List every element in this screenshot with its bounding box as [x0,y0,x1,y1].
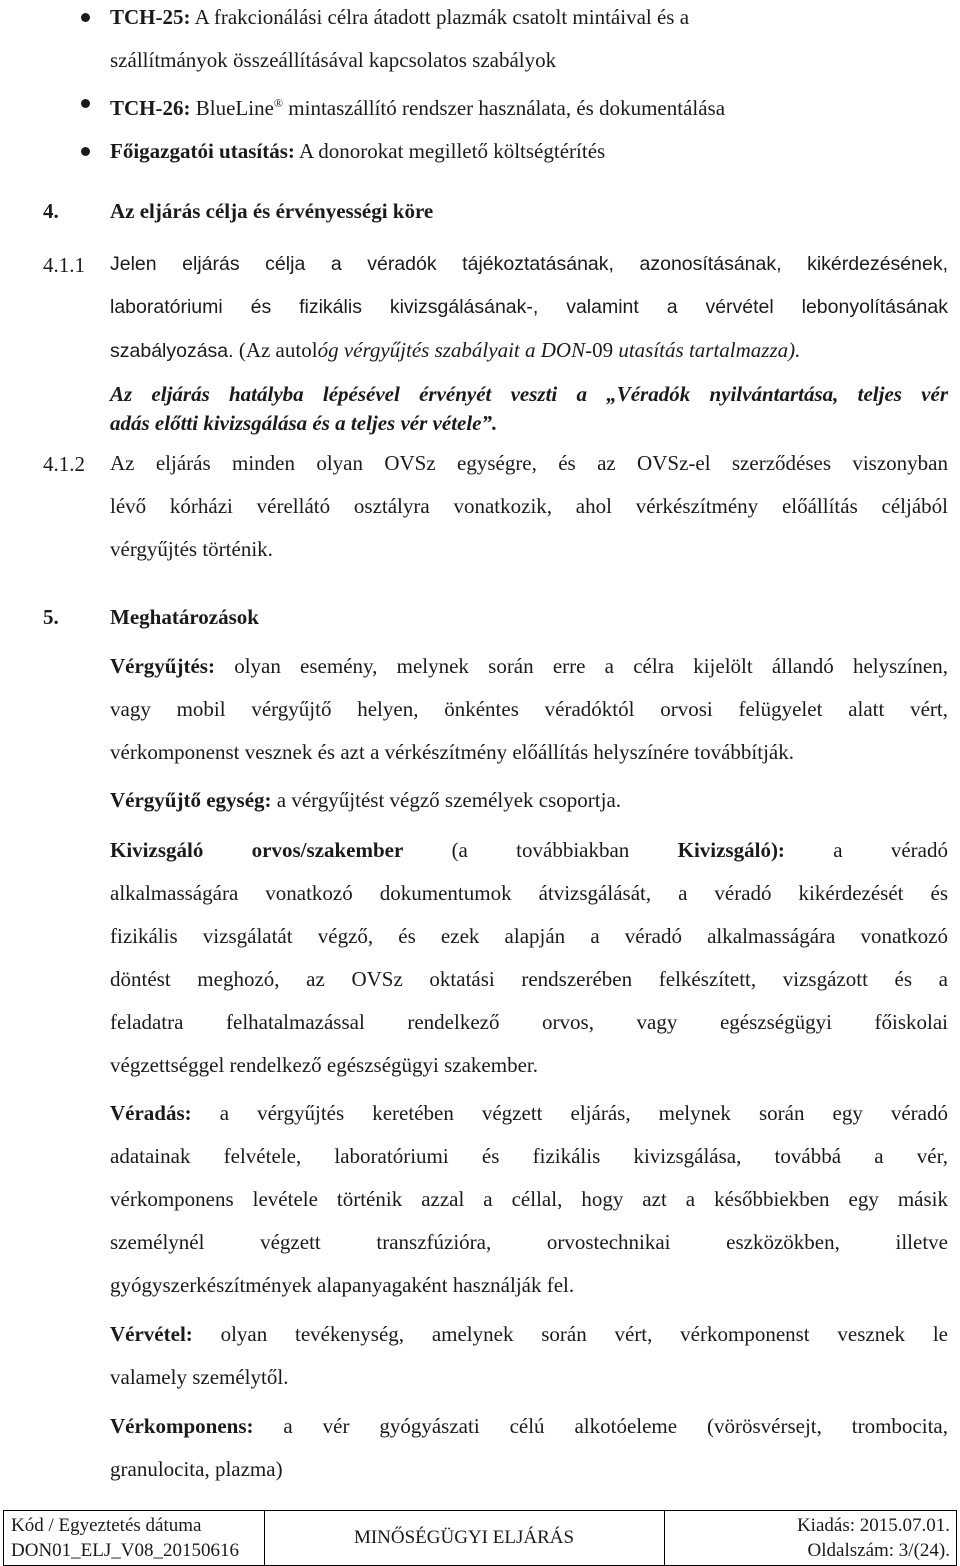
paragraph-number: 4.1.2 [43,452,85,476]
list-item-text: A donorokat megillető költségtérítés [294,139,606,163]
text-line [110,1313,948,1356]
definition-vergyujto-egyseg [110,779,948,822]
definition-term: Vérgyűjtés: [110,654,215,678]
text-line: lévő kórházi vérellátó osztályra vonatkozik, ahol vérkészítmény előállítás céljából [110,494,948,518]
text-span: olyan esemény, melynek során erre a célra kijelölt állandó helyszínen, [234,654,949,678]
footer-code-value: DON01_ELJ_V08_20150616 [11,1540,239,1561]
footer-doc-type: MINŐSÉGÜGYI ELJÁRÁS [353,1527,575,1548]
text-line: feladatra felhatalmazással rendelkező orvos, vagy egészségügyi főiskolai [110,1010,948,1034]
footer-doc-type-cell [264,1511,665,1565]
text-line: adatainak felvétele, laboratóriumi és fizikális kivizsgálása, továbbá a vér, [110,1144,948,1168]
text-line: valamely személytől. [110,1365,289,1389]
text-span: a véradó [784,838,948,862]
text-span: olyan tevékenység, amelynek során vért, vérkomponenst vesznek le [220,1322,948,1346]
definition-verkomponens [110,1405,948,1491]
definition-term: Vérvétel: [110,1322,193,1346]
text-line: döntést meghozó, az OVSz oktatási rendszerében felkészített, vizsgázott és a [110,967,948,991]
text-line: Az eljárás minden olyan OVSz egységre, és az OVSz-el szerződéses viszonyban [110,451,948,475]
text-line [110,329,948,373]
list-item-text: A frakcionálási célra átadott plazmák csatolt mintáival és a [190,5,690,29]
section-title: Az eljárás célja és érvényességi köre [110,199,434,223]
text-line: Az eljárás hatályba lépésével érvényét veszti a „Véradók nyilvántartása, teljes vér [110,382,948,406]
definition-term: Véradás: [110,1101,192,1125]
page-footer [3,1510,957,1566]
text-span: a vérgyűjtést végző személyek csoportja. [276,788,622,812]
definition-vergyujtes [110,645,948,774]
text-line: gyógyszerkészítmények alapanyagaként használják fel. [110,1273,575,1297]
list-item-text: mintaszállító rendszer használata, és dokumentálása [283,96,726,120]
text-line: granulocita, plazma) [110,1457,283,1481]
paragraph-4-1-2 [110,442,948,571]
doc-code: TCH-26: [110,96,191,120]
reference-list [110,0,950,173]
text-line: személynél végzett transzfúzióra, orvostechnikai eszközökben, illetve [110,1230,948,1254]
section-title: Meghatározások [110,605,259,629]
text-line: vérkomponenst vesznek és azt a vérkészítmény előállítás helyszínére továbbítják. [110,740,795,764]
text-line [110,645,948,688]
text-line [110,1405,948,1448]
text-line: fizikális vizsgálatát végző, és ezek alapján a véradó alkalmasságára vonatkozó [110,924,948,948]
definition-vervetel [110,1313,948,1399]
list-item [110,82,950,130]
footer-issue-cell [664,1511,956,1565]
text-line: adás előtti kivizsgálása és a teljes vér vétele”. [110,411,498,435]
text-span: szabályozása. [110,340,234,362]
text-line [110,1092,948,1135]
definition-veradas [110,1092,948,1307]
paragraph-4-1-1 [110,243,948,373]
text-line: vagy mobil vérgyűjtő helyen, önkéntes véradóktól orvosi felügyelet alatt vért, [110,697,948,721]
footer-code-label: Kód / Egyeztetés dátuma [11,1515,202,1536]
text-line [110,779,948,822]
list-item-text: BlueLine [190,96,274,120]
list-item [110,0,950,82]
doc-code: TCH-25: [110,5,191,29]
definition-term: Vérkomponens: [110,1414,254,1438]
list-item-text: szállítmányok összeállításával kapcsolatos szabályok [110,48,557,72]
doc-code: Főigazgatói utasítás: [110,139,295,163]
text-line [110,829,948,872]
paragraph-number: 4.1.1 [43,253,85,277]
text-line: vérgyűjtés történik. [110,537,273,561]
repeal-notice [110,380,948,438]
text-line: Jelen eljárás célja a véradók tájékoztatásának, azonosításának, kikérdezésének, [110,253,948,275]
text-span: a vér gyógyászati célú alkotóeleme (vörösvérsejt, trombocita, [283,1414,948,1438]
text-span: utasítás tartalmazza). [618,338,801,362]
definition-kivizsgalo [110,829,948,1087]
text-span: óg vérgyűjtés szabályait a DON- [317,338,593,362]
text-span: 09 [592,338,619,362]
text-span: (Az autol [233,338,318,362]
list-item [110,130,950,173]
footer-page-number: Oldalszám: 3/(24). [807,1540,950,1561]
definition-term: Vérgyűjtő egység: [110,788,272,812]
footer-code-cell [4,1511,265,1565]
text-line: vérkomponens levétele történik azzal a céllal, hogy azt a későbbiekben egy másik [110,1187,948,1211]
text-span: a vérgyűjtés keretében végzett eljárás, melynek során egy véradó [219,1101,948,1125]
text-line: végzettséggel rendelkező egészségügyi szakember. [110,1053,538,1077]
footer-issue-date: Kiadás: 2015.07.01. [796,1515,950,1536]
text-span: (a továbbiakban [403,838,678,862]
text-line: alkalmasságára vonatkozó dokumentumok átvizsgálását, a véradó kikérdezését és [110,881,948,905]
definition-term: Kivizsgáló orvos/szakember [110,838,404,862]
registered-mark: ® [273,96,284,110]
section-number: 4. [43,199,59,223]
text-line: laboratóriumi és fizikális kivizsgálásának-, valamint a vérvétel lebonyolításának [110,296,948,318]
section-number: 5. [43,605,59,629]
definition-term: Kivizsgáló): [677,838,785,862]
